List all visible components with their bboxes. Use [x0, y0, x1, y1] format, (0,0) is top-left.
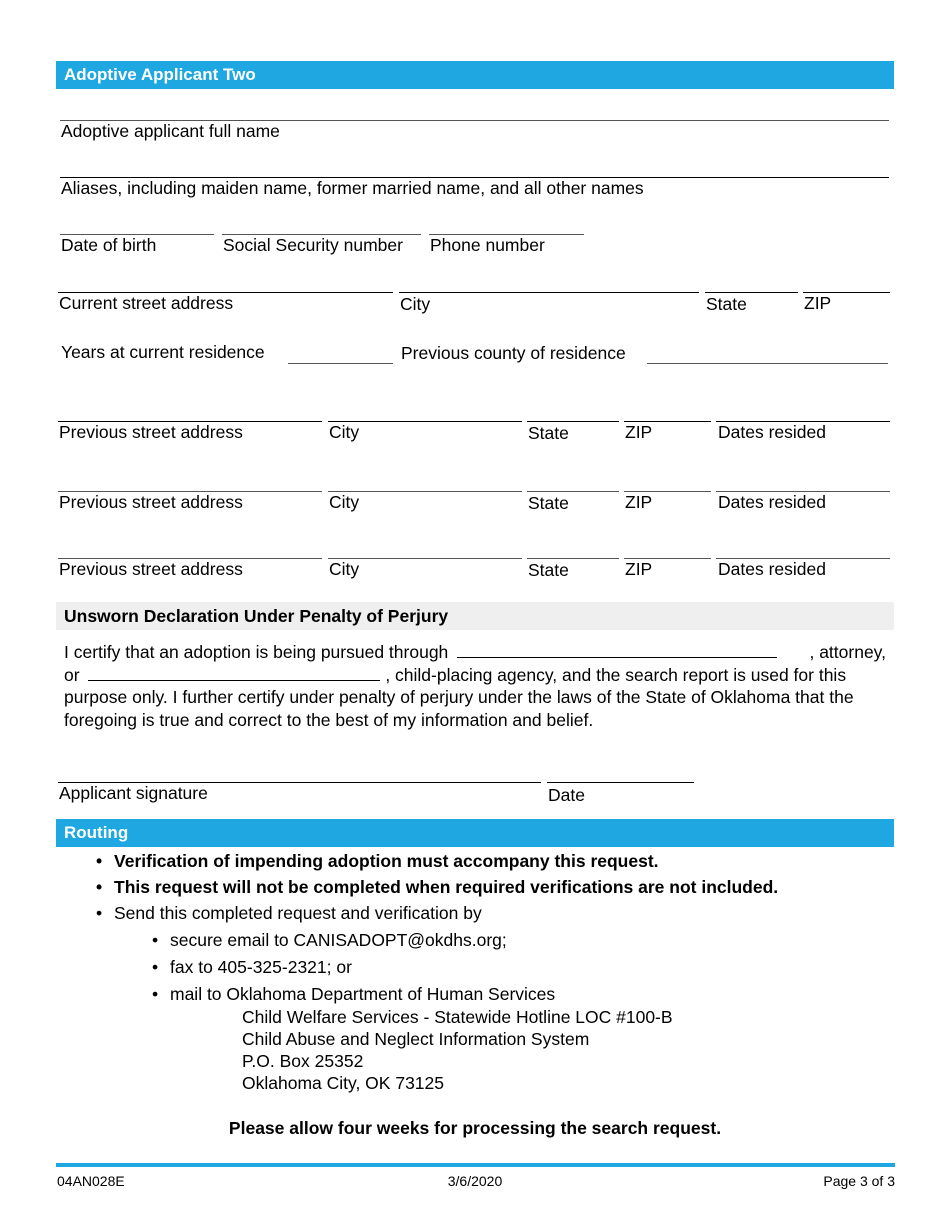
current-zip-label: ZIP	[804, 293, 832, 313]
mail-address-line: Oklahoma City, OK 73125	[242, 1073, 444, 1093]
declaration-text: purpose only. I further certify under penalty of perjury under the laws of the State of Oklahoma that the foregoing is true and correct to the best of my information and belief.	[64, 687, 854, 730]
previous-county-field[interactable]	[647, 363, 888, 364]
declaration-paragraph	[64, 641, 894, 731]
prev-state-label: State	[528, 560, 569, 580]
prev-state-label: State	[528, 493, 569, 513]
declaration-text: or	[64, 664, 80, 685]
prev-zip-label: ZIP	[625, 492, 653, 512]
routing-bullet: • Verification of impending adoption must accompany this request.	[96, 851, 659, 871]
prev-state-field[interactable]	[527, 491, 619, 492]
current-state-field[interactable]	[705, 292, 798, 293]
prev-city-label: City	[329, 559, 360, 579]
prev-dates-label: Dates resided	[718, 492, 826, 512]
routing-sub-bullet: • fax to 405-325-2321; or	[152, 957, 352, 977]
signature-date-field[interactable]	[547, 782, 694, 783]
routing-title: Routing	[64, 823, 129, 842]
declaration-text: , attorney,	[809, 642, 886, 662]
prev-street-label: Previous street address	[59, 422, 243, 442]
current-street-label: Current street address	[59, 293, 234, 313]
declaration-text: I certify that an adoption is being pursued through	[64, 642, 449, 662]
prev-zip-label: ZIP	[625, 422, 653, 442]
prev-street-label: Previous street address	[59, 492, 243, 512]
routing-bullet: • Send this completed request and verification by	[96, 903, 482, 923]
declaration-text: , child-placing agency, and the search report is used for this	[385, 664, 847, 685]
previous-county-label: Previous county of residence	[401, 343, 626, 363]
mail-address-line: P.O. Box 25352	[242, 1051, 364, 1071]
attorney-blank[interactable]	[457, 641, 777, 658]
form-number: 04AN028E	[57, 1173, 125, 1189]
current-state-label: State	[706, 294, 747, 314]
phone-label: Phone number	[430, 235, 545, 255]
years-residence-label: Years at current residence	[61, 342, 265, 362]
mail-address-line: Child Abuse and Neglect Information System	[242, 1029, 590, 1049]
prev-city-label: City	[329, 422, 360, 442]
declaration-title: Unsworn Declaration Under Penalty of Perjury	[64, 606, 449, 626]
current-city-field[interactable]	[399, 292, 699, 293]
mail-address-line: Child Welfare Services - Statewide Hotline LOC #100-B	[242, 1007, 673, 1027]
current-city-label: City	[400, 294, 431, 314]
signature-date-label: Date	[548, 785, 585, 805]
prev-city-label: City	[329, 492, 360, 512]
ssn-label: Social Security number	[223, 235, 403, 255]
years-residence-field[interactable]	[288, 363, 393, 364]
prev-zip-label: ZIP	[625, 559, 653, 579]
full-name-label: Adoptive applicant full name	[61, 121, 280, 141]
prev-dates-label: Dates resided	[718, 422, 826, 442]
page-number: Page 3 of 3	[823, 1173, 895, 1189]
section-header-routing	[56, 819, 894, 847]
prev-street-label: Previous street address	[59, 559, 243, 579]
aliases-label: Aliases, including maiden name, former married name, and all other names	[61, 178, 644, 198]
prev-dates-label: Dates resided	[718, 559, 826, 579]
prev-state-field[interactable]	[527, 421, 619, 422]
footer-date: 3/6/2020	[447, 1173, 503, 1189]
section-title: Adoptive Applicant Two	[64, 65, 256, 84]
footer-divider	[56, 1163, 895, 1167]
declaration-header	[56, 602, 894, 630]
agency-blank[interactable]	[88, 664, 380, 681]
prev-state-label: State	[528, 423, 569, 443]
processing-note: Please allow four weeks for processing the search request.	[228, 1118, 722, 1138]
prev-state-field[interactable]	[527, 558, 619, 559]
section-header-applicant-two	[56, 61, 894, 89]
signature-label: Applicant signature	[59, 783, 208, 803]
routing-bullet: • This request will not be completed when required verifications are not included.	[96, 877, 779, 897]
routing-sub-bullet: • secure email to CANISADOPT@okdhs.org;	[152, 930, 507, 950]
routing-sub-bullet: • mail to Oklahoma Department of Human Services	[152, 984, 556, 1004]
dob-label: Date of birth	[61, 235, 157, 255]
